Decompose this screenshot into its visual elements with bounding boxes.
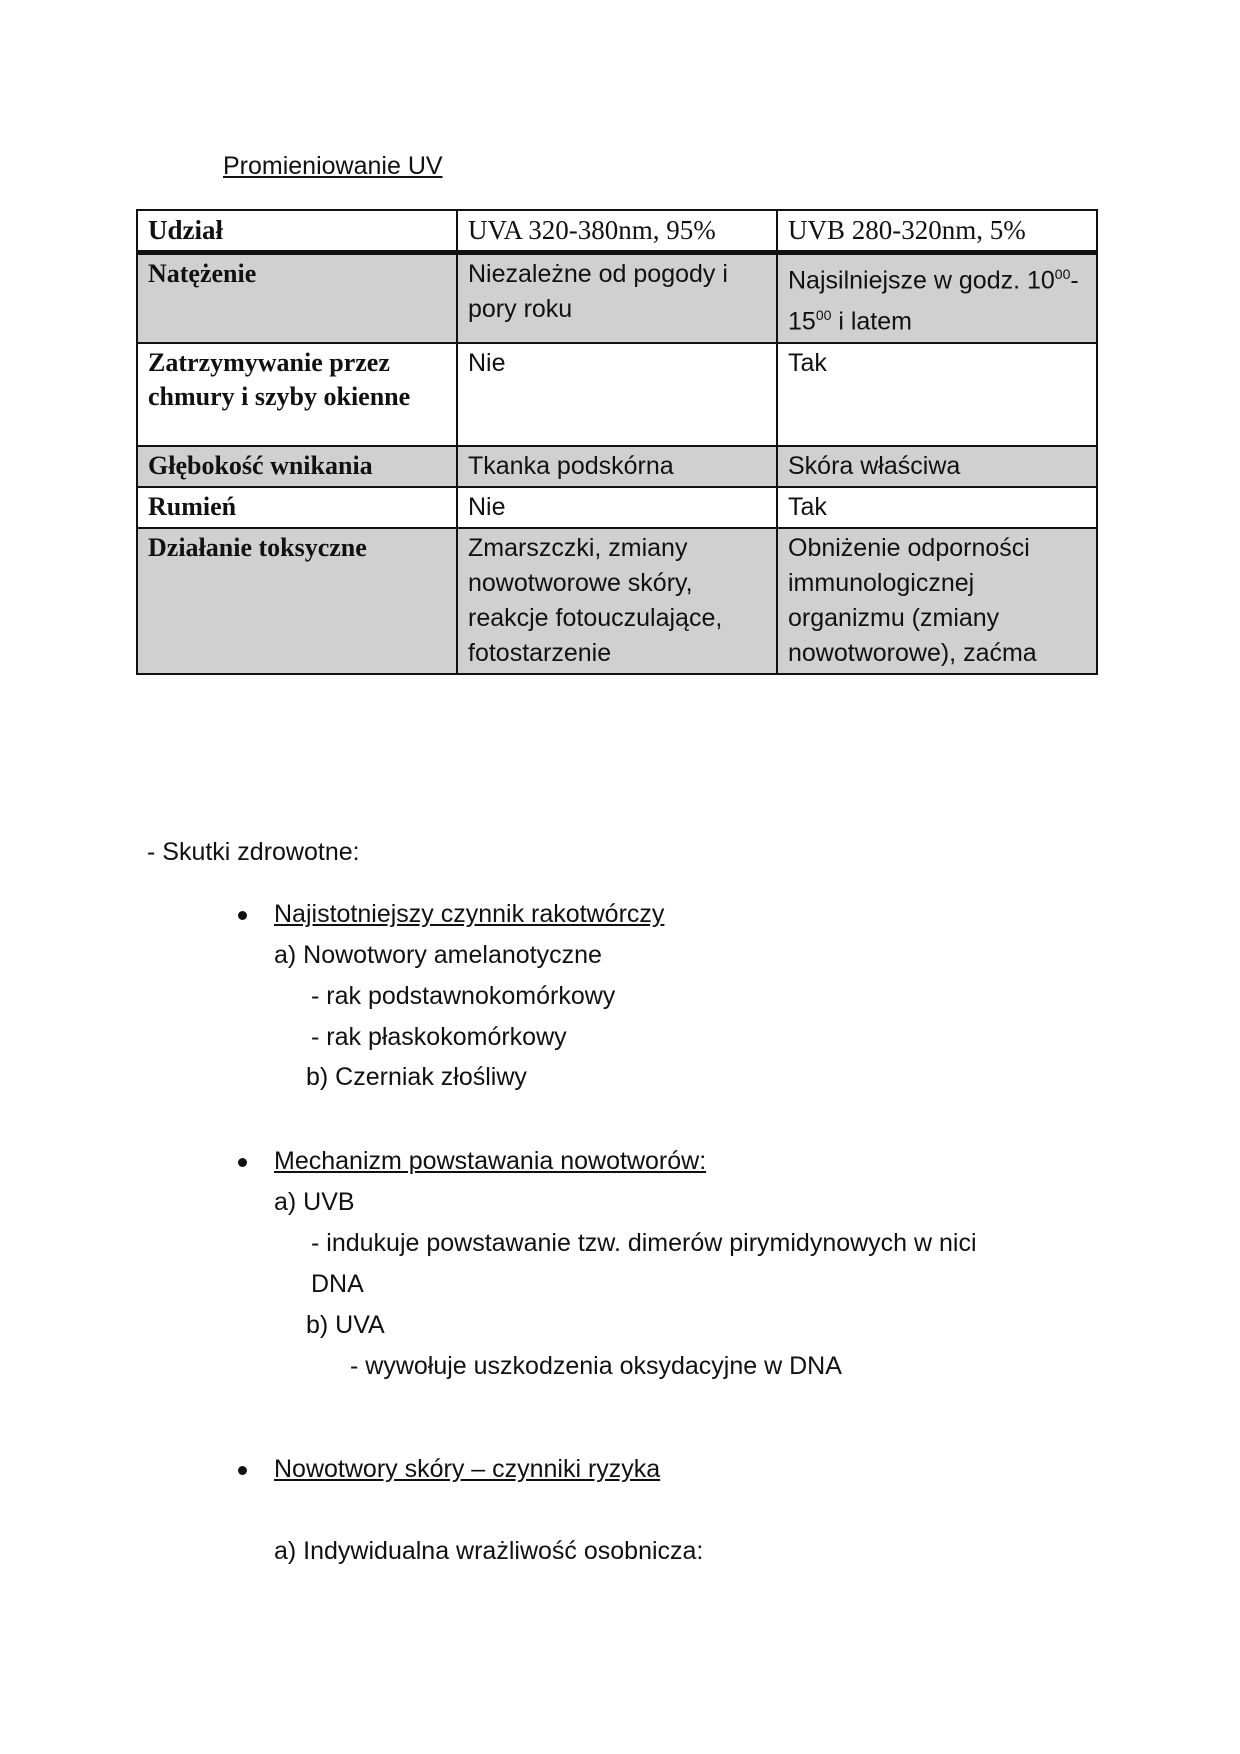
list-item: - wywołuje uszkodzenia oksydacyjne w DNA <box>350 1352 842 1380</box>
uvb-cell: Skóra właściwa <box>777 446 1097 487</box>
list-item: - rak płaskokomórkowy <box>311 1023 567 1051</box>
list-item: b) UVA <box>306 1311 385 1339</box>
section-heading: - Skutki zdrowotne: <box>147 838 360 866</box>
row-label: Natężenie <box>137 253 457 343</box>
uva-cell: Nie <box>457 487 777 528</box>
uvb-cell: Tak <box>777 487 1097 528</box>
header-cell: UVA 320-380nm, 95% <box>457 210 777 253</box>
uva-cell: Niezależne od pogody i pory roku <box>457 253 777 343</box>
superscript: 00 <box>815 307 832 324</box>
document-title: Promieniowanie UV <box>223 152 443 180</box>
list-item: b) Czerniak złośliwy <box>306 1063 527 1091</box>
list-item: DNA <box>311 1270 364 1298</box>
row-label: Zatrzymywanie przez chmury i szyby okienne <box>137 343 457 446</box>
bullet-icon <box>238 1158 247 1167</box>
bullet-icon <box>238 1466 247 1475</box>
uvb-cell <box>777 253 1097 343</box>
uva-cell: Zmarszczki, zmiany nowotworowe skóry, reakcje fotouczulające, fotostarzenie <box>457 528 777 674</box>
bullet-heading: Nowotwory skóry – czynniki ryzyka <box>274 1455 661 1483</box>
bullet-icon <box>238 911 247 920</box>
uvb-text: i latem <box>831 307 912 336</box>
bullet-heading: Najistotniejszy czynnik rakotwórczy <box>274 900 665 928</box>
bullet-heading: Mechanizm powstawania nowotworów: <box>274 1147 707 1175</box>
list-item: a) UVB <box>274 1188 355 1216</box>
row-label: Głębokość wnikania <box>137 446 457 487</box>
table-row <box>137 253 1097 343</box>
uvb-cell: Obniżenie odporności immunologicznej organizmu (zmiany nowotworowe), zaćma <box>777 528 1097 674</box>
list-item: - rak podstawnokomórkowy <box>311 982 616 1010</box>
uva-cell: Tkanka podskórna <box>457 446 777 487</box>
list-item: a) Indywidualna wrażliwość osobnicza: <box>274 1537 704 1565</box>
table-row <box>137 487 1097 528</box>
header-cell: UVB 280-320nm, 5% <box>777 210 1097 253</box>
uva-cell: Nie <box>457 343 777 446</box>
header-cell: Udział <box>137 210 457 253</box>
table-row <box>137 446 1097 487</box>
table-row <box>137 528 1097 674</box>
row-label: Działanie toksyczne <box>137 528 457 674</box>
list-item: a) Nowotwory amelanotyczne <box>274 941 602 969</box>
uvb-cell: Tak <box>777 343 1097 446</box>
table-header-row <box>137 210 1097 253</box>
uvb-text: Najsilniejsze w godz. 10 <box>788 266 1055 295</box>
table-row <box>137 343 1097 446</box>
uvb-text: -15 <box>788 266 1079 336</box>
superscript: 00 <box>1054 266 1071 282</box>
row-label: Rumień <box>137 487 457 528</box>
uv-comparison-table <box>136 209 1098 675</box>
list-item: - indukuje powstawanie tzw. dimerów pirymidynowych w nici <box>311 1229 977 1257</box>
